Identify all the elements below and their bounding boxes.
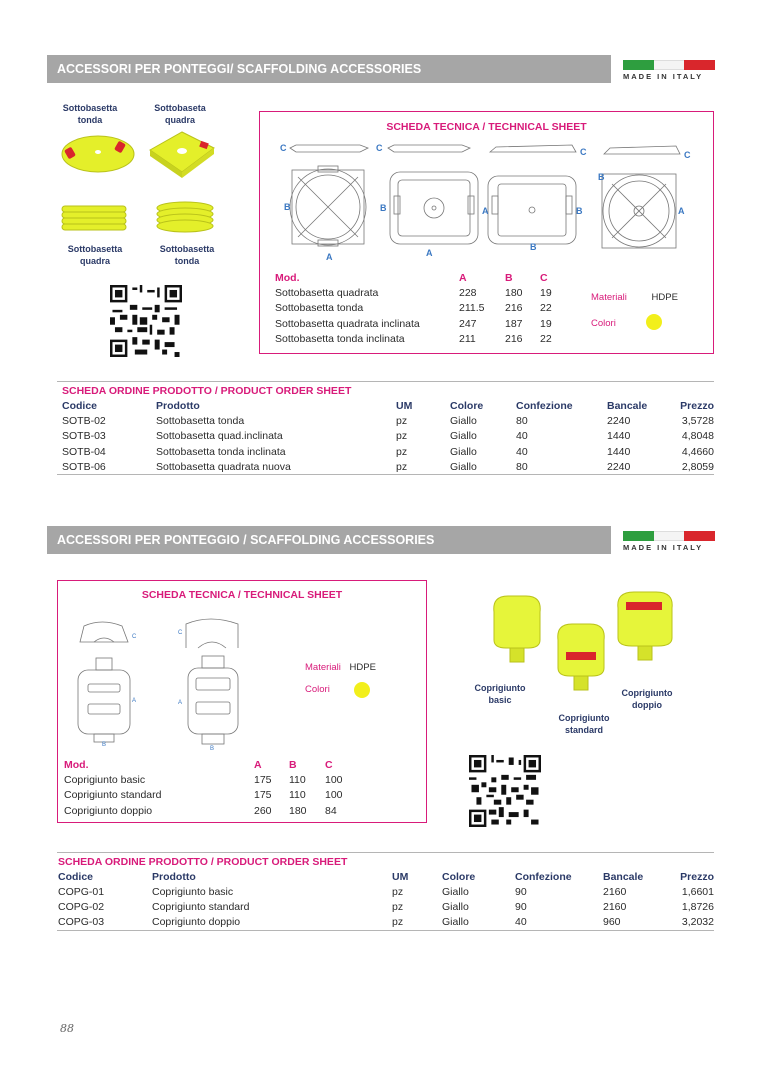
colors-label: Colori bbox=[591, 318, 616, 329]
order-cell: 2160 bbox=[603, 901, 627, 914]
made-in-italy-flag bbox=[623, 531, 715, 552]
order-header-cell: Codice bbox=[62, 399, 98, 412]
order-row bbox=[57, 900, 714, 915]
order-top-rule bbox=[57, 852, 714, 853]
order-cell: 40 bbox=[515, 915, 603, 930]
spec-table bbox=[275, 270, 570, 346]
order-row bbox=[57, 459, 714, 474]
spec-header-cell: A bbox=[254, 758, 262, 771]
order-cell: 1,6601 bbox=[681, 885, 714, 898]
order-cell: 2160 bbox=[603, 885, 627, 898]
technical-sheet-title: SCHEDA TECNICA / TECHNICAL SHEET bbox=[141, 589, 343, 601]
order-cell: 960 bbox=[603, 915, 673, 930]
order-cell: 1440 bbox=[607, 445, 631, 458]
order-header-cell: Prodotto bbox=[156, 399, 200, 412]
order-cell: Coprigiunto standard bbox=[152, 901, 250, 914]
svg-text:A: A bbox=[482, 206, 489, 216]
spec-cell: 110 bbox=[289, 773, 306, 786]
spec-header-cell: Mod. bbox=[275, 271, 300, 284]
colors-row bbox=[591, 318, 616, 329]
order-row bbox=[57, 884, 714, 899]
spec-cell: 175 bbox=[254, 773, 272, 786]
order-cell: Giallo bbox=[450, 445, 477, 458]
order-header-cell: UM bbox=[392, 870, 409, 883]
product-label: Sottobaseta quadra bbox=[154, 103, 206, 125]
order-cell: Giallo bbox=[442, 885, 469, 898]
technical-drawing bbox=[276, 140, 701, 262]
page-number: 88 bbox=[60, 1022, 74, 1035]
spec-cell: 211.5 bbox=[459, 302, 485, 315]
order-cell: pz bbox=[396, 414, 408, 427]
spec-row bbox=[275, 331, 570, 346]
order-cell: Giallo bbox=[442, 915, 515, 930]
order-cell: SOTB-03 bbox=[62, 430, 106, 443]
spec-row bbox=[64, 772, 355, 787]
coprigiunto-basic-image bbox=[486, 590, 548, 666]
order-cell: 90 bbox=[515, 901, 527, 914]
order-cell: Sottobasetta tonda inclinata bbox=[156, 445, 286, 458]
order-cell: pz bbox=[392, 901, 404, 914]
spec-cell: 187 bbox=[505, 317, 523, 330]
spec-header-cell: B bbox=[505, 271, 513, 284]
spec-header-cell: C bbox=[540, 271, 548, 284]
order-cell: 1,8726 bbox=[681, 901, 714, 914]
colors-label: Colori bbox=[305, 684, 330, 695]
svg-text:A: A bbox=[678, 206, 685, 216]
materials-label: Materiali bbox=[305, 662, 341, 673]
order-header-cell: Prezzo bbox=[680, 870, 714, 883]
made-in-italy-flag bbox=[623, 60, 715, 81]
order-top-rule bbox=[57, 381, 714, 382]
order-cell: 40 bbox=[516, 430, 528, 443]
yellow-color-swatch bbox=[354, 682, 370, 698]
order-header-cell: Prezzo bbox=[680, 399, 714, 412]
spec-cell: 19 bbox=[540, 286, 552, 299]
spec-cell: 175 bbox=[254, 789, 272, 802]
svg-text:A: A bbox=[178, 700, 183, 706]
order-row bbox=[57, 429, 714, 444]
svg-text:C: C bbox=[132, 634, 137, 640]
made-in-italy-label: MADE IN ITALY bbox=[623, 72, 704, 81]
order-header-cell: Codice bbox=[58, 870, 94, 883]
materials-value: HDPE bbox=[349, 662, 376, 673]
order-header-cell: Prodotto bbox=[152, 870, 196, 883]
order-cell: pz bbox=[392, 885, 404, 898]
order-cell: 1440 bbox=[607, 430, 631, 443]
spec-header-cell: C bbox=[325, 758, 333, 771]
svg-text:C: C bbox=[580, 147, 587, 157]
spec-cell: Coprigiunto doppio bbox=[64, 804, 153, 817]
spec-cell: 260 bbox=[254, 804, 272, 817]
order-table bbox=[57, 398, 714, 475]
spec-cell: 180 bbox=[505, 286, 523, 299]
product-label: Sottobasetta tonda bbox=[159, 244, 215, 266]
order-cell: Sottobasetta quadrata nuova bbox=[156, 459, 396, 474]
order-cell: 4,4660 bbox=[681, 445, 714, 458]
svg-text:C: C bbox=[376, 143, 383, 153]
order-header-row bbox=[57, 869, 714, 884]
materials-row bbox=[305, 662, 376, 673]
spec-header-cell: A bbox=[459, 271, 467, 284]
materials-value: HDPE bbox=[651, 292, 678, 303]
order-sheet-title: SCHEDA ORDINE PRODOTTO / PRODUCT ORDER SHEET bbox=[62, 385, 352, 397]
order-cell: 80 bbox=[516, 414, 528, 427]
qr-code bbox=[469, 755, 541, 827]
order-cell: Giallo bbox=[450, 430, 477, 443]
svg-text:B: B bbox=[530, 242, 537, 252]
yellow-color-swatch bbox=[646, 314, 662, 330]
product-label: Coprigiunto doppio bbox=[621, 688, 673, 710]
technical-sheet-title: SCHEDA TECNICA / TECHNICAL SHEET bbox=[386, 121, 587, 133]
order-cell: pz bbox=[392, 915, 442, 930]
spec-cell: Coprigiunto standard bbox=[64, 789, 162, 802]
materials-row bbox=[591, 292, 678, 303]
spec-cell: 100 bbox=[325, 789, 343, 802]
order-cell: 3,5728 bbox=[681, 414, 714, 427]
spec-cell: Sottobasetta tonda bbox=[275, 302, 364, 315]
order-row bbox=[57, 413, 714, 428]
order-cell: 90 bbox=[515, 885, 527, 898]
qr-code bbox=[110, 285, 182, 357]
svg-text:C: C bbox=[684, 150, 691, 160]
coprigiunto-standard-image bbox=[552, 620, 610, 694]
order-cell: 2,8059 bbox=[679, 459, 714, 474]
order-cell: 2240 bbox=[607, 459, 679, 474]
product-label: Sottobasetta tonda bbox=[62, 103, 118, 125]
section1-banner: ACCESSORI PER PONTEGGI/ SCAFFOLDING ACCESSORIES bbox=[47, 55, 611, 83]
order-row bbox=[57, 915, 714, 930]
order-header-cell: Confezione bbox=[515, 870, 572, 883]
svg-text:B: B bbox=[102, 742, 107, 748]
spec-cell: 211 bbox=[459, 332, 476, 345]
svg-text:C: C bbox=[178, 630, 183, 636]
order-cell: Coprigiunto basic bbox=[152, 885, 234, 898]
square-base-image bbox=[146, 126, 218, 180]
stacked-square-bases-image bbox=[58, 198, 132, 234]
spec-row bbox=[275, 316, 570, 331]
spec-cell: 216 bbox=[505, 302, 523, 315]
materials-label: Materiali bbox=[591, 292, 627, 303]
spec-cell: 100 bbox=[325, 773, 343, 786]
spec-cell: 228 bbox=[459, 286, 477, 299]
svg-text:B: B bbox=[576, 206, 583, 216]
coprigiunto-doppio-image bbox=[612, 586, 678, 664]
spec-cell: Coprigiunto basic bbox=[64, 773, 146, 786]
svg-text:B: B bbox=[380, 203, 387, 213]
svg-text:B: B bbox=[284, 202, 291, 212]
order-cell: Giallo bbox=[450, 459, 516, 474]
order-row bbox=[57, 444, 714, 459]
product-label: Sottobasetta quadra bbox=[67, 244, 123, 266]
section2-banner: ACCESSORI PER PONTEGGIO / SCAFFOLDING ACCESSORIES bbox=[47, 526, 611, 554]
spec-row bbox=[64, 788, 355, 803]
colors-row bbox=[305, 684, 330, 695]
spec-cell: 110 bbox=[289, 789, 306, 802]
made-in-italy-label: MADE IN ITALY bbox=[623, 543, 704, 552]
spec-cell: 22 bbox=[540, 332, 552, 345]
order-cell: pz bbox=[396, 445, 408, 458]
order-cell: SOTB-06 bbox=[57, 459, 156, 474]
spec-header-cell: B bbox=[289, 758, 297, 771]
order-header-cell: Bancale bbox=[607, 399, 648, 412]
order-cell: pz bbox=[396, 459, 450, 474]
spec-cell: 180 bbox=[289, 804, 307, 817]
order-cell: COPG-01 bbox=[58, 885, 105, 898]
svg-text:C: C bbox=[280, 143, 287, 153]
spec-cell: 216 bbox=[505, 332, 523, 345]
order-cell: Coprigiunto doppio bbox=[152, 915, 392, 930]
order-cell: SOTB-04 bbox=[62, 445, 106, 458]
order-cell: 80 bbox=[516, 459, 607, 474]
spec-cell: 247 bbox=[459, 317, 477, 330]
order-header-cell: Confezione bbox=[516, 399, 573, 412]
spec-cell: 22 bbox=[540, 302, 552, 315]
order-header-row bbox=[57, 398, 714, 413]
spec-cell: 84 bbox=[325, 804, 337, 817]
spec-row bbox=[275, 285, 570, 300]
order-cell: 2240 bbox=[607, 414, 631, 427]
order-cell: pz bbox=[396, 430, 408, 443]
order-cell: COPG-02 bbox=[58, 901, 105, 914]
svg-text:A: A bbox=[326, 252, 333, 262]
svg-text:A: A bbox=[426, 248, 433, 258]
spec-header-cell: Mod. bbox=[64, 758, 89, 771]
spec-cell: 19 bbox=[540, 317, 552, 330]
spec-cell: Sottobasetta tonda inclinata bbox=[275, 332, 405, 345]
spec-row bbox=[64, 803, 355, 818]
order-cell: 3,2032 bbox=[673, 915, 714, 930]
order-header-cell: Colore bbox=[442, 870, 476, 883]
spec-cell: Sottobasetta quadrata bbox=[275, 286, 379, 299]
svg-text:A: A bbox=[132, 698, 137, 704]
order-cell: SOTB-02 bbox=[62, 414, 106, 427]
technical-drawing bbox=[70, 612, 270, 752]
product-label: Coprigiunto basic bbox=[474, 683, 526, 705]
svg-text:B: B bbox=[210, 746, 215, 752]
order-header-cell: Bancale bbox=[603, 870, 644, 883]
order-table bbox=[57, 869, 714, 931]
order-header-cell: Colore bbox=[450, 399, 484, 412]
spec-header-row bbox=[275, 270, 570, 285]
order-cell: Sottobasetta quad.inclinata bbox=[156, 430, 283, 443]
spec-header-row bbox=[64, 757, 355, 772]
order-sheet-title: SCHEDA ORDINE PRODOTTO / PRODUCT ORDER SHEET bbox=[58, 856, 348, 868]
spec-table bbox=[64, 757, 355, 818]
stacked-round-bases-image bbox=[152, 198, 218, 236]
spec-row bbox=[275, 301, 570, 316]
spec-cell: Sottobasetta quadrata inclinata bbox=[275, 317, 420, 330]
order-cell: Sottobasetta tonda bbox=[156, 414, 245, 427]
product-label: Coprigiunto standard bbox=[558, 713, 610, 735]
order-cell: Giallo bbox=[442, 901, 469, 914]
order-cell: COPG-03 bbox=[57, 915, 152, 930]
svg-text:B: B bbox=[598, 172, 605, 182]
order-cell: Giallo bbox=[450, 414, 477, 427]
round-base-image bbox=[58, 128, 138, 176]
order-cell: 4,8048 bbox=[681, 430, 714, 443]
order-header-cell: UM bbox=[396, 399, 413, 412]
order-cell: 40 bbox=[516, 445, 528, 458]
